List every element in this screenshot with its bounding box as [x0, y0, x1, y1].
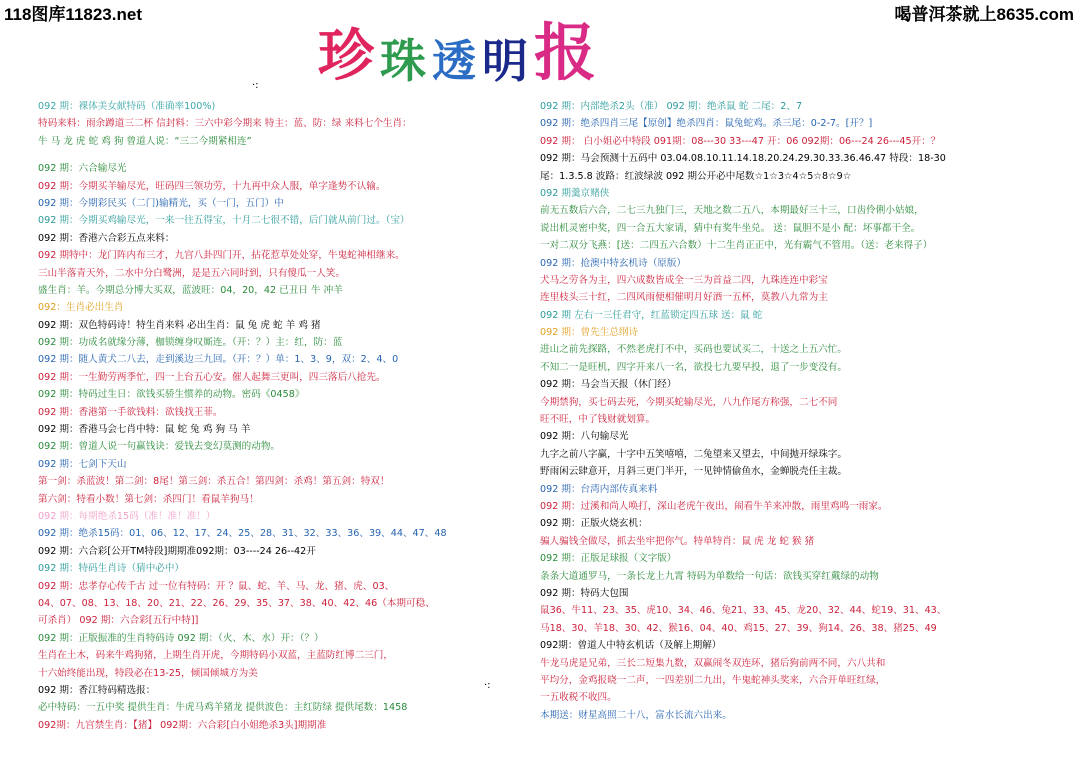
right-text-line: 马18、30、羊18、30、42、猴16、04、40、鸡15、27、39、狗14、26、38、猪25、49: [540, 622, 937, 634]
left-text-line: 092 期：香港第一手欲钱料：欲钱找王菲。: [38, 406, 223, 418]
left-text-line: 牛 马 龙 虎 蛇 鸡 狗 曾道人说：“三二今期紧相连”: [38, 135, 252, 147]
right-text-line: 092 期：过溪和尚人唤打，深山老虎午夜出，闹看牛羊来冲散，雨里鸡鸣一雨家。: [540, 500, 888, 512]
left-text-line: 092 期：正版振准的生肖特码诗 092 期：（火、木、水）开：（？）: [38, 632, 324, 644]
left-text-line: 092期：九宫禁生肖：【猪】 092期：六合彩[白小姐绝杀3头]期期准: [38, 719, 327, 731]
left-text-line: 盛生肖：羊。今期总分博大买双，蓝波旺：04，20，42 已丑日 牛 冲羊: [38, 284, 343, 296]
left-text-line: 可杀肖） 092 期：六合彩[五行中特]]: [38, 615, 199, 627]
left-text-line: 092 期：特码生肖诗（猜中必中）: [38, 563, 185, 575]
right-text-line: 092 期：曾先生总纲诗: [540, 327, 639, 339]
right-text-line: 旺不旺，中了钱财就划算。: [540, 414, 656, 426]
right-text-line: 092 期：特码大包围: [540, 587, 629, 599]
left-text-line: 092 期：双色特码诗！特生肖来料 必出生肖：鼠 兔 虎 蛇 羊 鸡 猪: [38, 319, 321, 331]
right-text-line: 鼠36、牛11、23、35、虎10、34、46、兔21、33、45、龙20、32、44、蛇19、31、43、: [540, 605, 947, 617]
title-char: 报: [534, 16, 597, 89]
left-text-line: 092 期特中：龙门阵内布三才，九宫八卦四门开，拈花惹草处处穿，牛鬼蛇神相继来。: [38, 250, 405, 262]
left-text-line: 092 期：功成名就缘分薄，枷锁缠身叹厮连。（开：？）主：红，防：蓝: [38, 337, 343, 349]
right-text-line: 连里枝头三十红，二四风雨便相催明月好酒一五杯，莫教八九常为主: [540, 292, 828, 304]
page-title: [318, 16, 597, 89]
left-text-line: 092 期：今期彩民买（二门)输精光，买（一门，五门）中: [38, 197, 284, 209]
right-text-line: 前无五数后六合，二七三九独门三，天地之数二五八，本期最好三十三，口齿伶俐小姑娘，: [540, 205, 924, 217]
left-text-line: 092 期：香港六合彩五点来料：: [38, 232, 175, 244]
right-text-line: 平均分，金鸡报晓一二声，一四差别二九出，牛鬼蛇神头奖来，六合开单旺红绿，: [540, 674, 886, 686]
left-text-line: 必中特码：一五中奖 提供生肖：牛虎马鸡羊猪龙 提供波色：主红防绿 提供尾数：1458: [38, 702, 408, 714]
right-text-line: 092 期：抢澳中特玄机诗（原版）: [540, 257, 687, 269]
right-text-line: 092 期：正版足球报（文字版）: [540, 553, 677, 565]
right-text-line: 尾：1.3.5.8 波路：红波绿波 092 期公开必中尾数☆1☆3☆4☆5☆8☆9☆: [540, 170, 852, 182]
right-text-line: 本期送：财星高照二十八，富水长流六出来。: [540, 709, 732, 721]
right-text-line: 092 期：正版火烧玄机：: [540, 518, 648, 530]
site-name-right[interactable]: 喝普洱茶就上8635.com: [894, 5, 1074, 24]
left-text-line: 092 期：今期买鸡输尽光，一来一往五得宝，十月二七很不错，后门就从前门过。（宝）: [38, 215, 410, 227]
left-text-line: 生肖在土木，码来牛鸡狗猪，上期生肖开虎，今期特码小双蓝，主蓝防红博二三门，: [38, 650, 393, 662]
left-text-line: [38, 150, 493, 160]
right-text-line: 骗人骗钱全做尽，抓去坐牢把你气。特单特肖：鼠 虎 龙 蛇 猴 猪: [540, 535, 815, 547]
right-text-line: 092 期羹京赌侠: [540, 187, 610, 199]
right-text-line: 092 期：内部绝杀2头（准） 092 期：绝杀鼠 蛇 二尾：2、7: [540, 101, 803, 112]
left-text-line: 092 期：一生勤劳两季忙，四一上台五心安。催人起舞三更叫，四三落后八抢先。: [38, 371, 386, 383]
right-text-line: 今期禁狗，买七码去死，今期买蛇输尽光，八九作尾方称强，二七不同: [540, 396, 838, 408]
right-text-line: 092 期： 白小姐必中特段 091期：08---30 33---47 开：06 092期：06---24 26---45开：？: [540, 135, 941, 147]
right-column: [540, 98, 1040, 724]
left-text-line: 十六始终能出现，特段必在13-25，倾国倾城方为美: [38, 667, 258, 679]
site-name-left[interactable]: 118图库11823.net: [4, 5, 142, 24]
right-text-line: 犬马之劳各为主，四六成数皆成全一三为首益二四，九珠连连中彩宝: [540, 274, 828, 286]
left-text-line: 092 期：绝杀15码：01、06、12、17、24、25、28、31、32、33、36、39、44、47、48: [38, 528, 447, 540]
left-text-line: 092 期：特码过生日：欲钱买骄生惯养的动物。密码《0458》: [38, 389, 305, 401]
right-text-line: 条条大道通罗马，一条长龙上九霄 特码为单数给一句话：欲钱买穿红戴绿的动物: [540, 570, 879, 582]
right-text-line: 九字之前八字赢，十字中五笑嘻嘻，二兔望来又望去，中间抛开绿珠字。: [540, 448, 847, 460]
right-text-line: 说出机灵密中奖，四一合五大家请，猜中有奖牛坐兑。 送：鼠胆不是小 配：坏事都干全。: [540, 222, 921, 234]
title-char: 透: [432, 36, 476, 87]
decorative-dots: ·:: [252, 80, 259, 91]
left-text-line: 特码来料：雨余蹲道三二杯 信封料：三六中彩今期来 特主：蓝、防：绿 来料七个生肖：: [38, 118, 412, 130]
right-text-line: 092 期：台湾内部传真来料: [540, 483, 658, 495]
left-text-line: 092 期：今期买羊输尽光，旺码四三领功劳，十九再中众人服，单字逢势不认输。: [38, 180, 386, 192]
title-char: 珠: [380, 34, 426, 88]
right-text-line: 野雨闲云肆意开，月斜三更门半开，一见钟情偷鱼水，金蝉脱壳任主裁。: [540, 466, 847, 478]
left-text-line: 092 期：香港马会七肖中特：鼠 蛇 兔 鸡 狗 马 羊: [38, 424, 251, 436]
left-text-line: 092 期：每期绝杀15码（准！准！准！）: [38, 510, 216, 522]
right-text-line: 092 期 左右一三任君守，红蓝锁定四五球 送：鼠 蛇: [540, 309, 763, 321]
left-text-line: 092：生肖必出生肖: [38, 302, 124, 314]
left-text-line: 092 期：七剑下天山: [38, 458, 127, 470]
title-char: 珍: [318, 23, 374, 89]
left-text-line: 092 期：六合彩[公开TM特段]期期准092期：03----24 26--42开: [38, 545, 316, 557]
right-text-line: 进山之前先探路，不然老虎打不中，买码也要试买二，十送之上五六忙。: [540, 344, 847, 356]
left-text-line: 第一剑：杀蓝波！第二剑：8尾！第三剑：杀五合！第四剑：杀鸡！第五剑：特双！: [38, 476, 390, 488]
right-text-line: 不知二一是旺机，四字开来八一名，欲投七九要早投，退了一步变没有。: [540, 361, 847, 373]
right-text-line: 一五收税不收四。: [540, 692, 617, 704]
left-column: [38, 98, 493, 734]
left-text-line: 092 期：随人黄犬二八去，走到溪边三九回。（开：？）单：1、3、9，双：2、4、0: [38, 354, 399, 366]
right-text-line: 092 期：绝杀四肖三尾【原创】绝杀四肖：鼠兔蛇鸡。杀三尾：0-2-7。[开？]: [540, 118, 873, 130]
title-char: 明: [482, 34, 528, 88]
right-text-line: 092 期：马会预测十五码中 03.04.08.10.11.14.18.20.24.29.30.33.36.46.47 特段：18-30: [540, 153, 946, 165]
right-text-line: 092 期：马会当天报（休门经）: [540, 379, 677, 391]
left-text-line: 092 期：忠孝存心传千古 过一位有特码：开 ？鼠、蛇、羊、马、龙、猪、虎、03、: [38, 580, 395, 592]
right-text-line: 092期：曾道人中特玄机话（及解上期解）: [540, 640, 722, 652]
right-text-line: 092 期：八句输尽光: [540, 431, 629, 443]
left-text-line: 三山半落青天外，二水中分白鹭洲，是是五六同时到，只有傻瓜一人笑。: [38, 267, 345, 279]
left-text-line: 092 期：曾道人说一句赢钱诀：爱钱去变幻莫测的动物。: [38, 441, 281, 453]
decorative-dots: ·:: [484, 680, 491, 691]
left-text-line: 092 期：香江特码精选报：: [38, 684, 156, 696]
right-text-line: 牛龙马虎是兄弟，三长二短集九数，双赢闹冬双连环，猪后狗前两不同，六八共和: [540, 657, 886, 669]
left-text-line: 092 期：裸体美女献特码（准确率100%): [38, 101, 216, 112]
left-text-line: 第六剑：特看小数！第七剑：杀四门！看鼠羊狗马！: [38, 493, 259, 505]
left-text-line: 04、07、08、13、18、20、21、22、26、29、35、37、38、40、42、46（本期可稳、: [38, 597, 435, 609]
left-text-line: 092 期：六合输尽光: [38, 163, 127, 175]
right-text-line: 一对二双分飞燕：[送：二四五六合数）十二生肖正正中，光有霸气不管用。（送：老来得子）: [540, 240, 933, 252]
